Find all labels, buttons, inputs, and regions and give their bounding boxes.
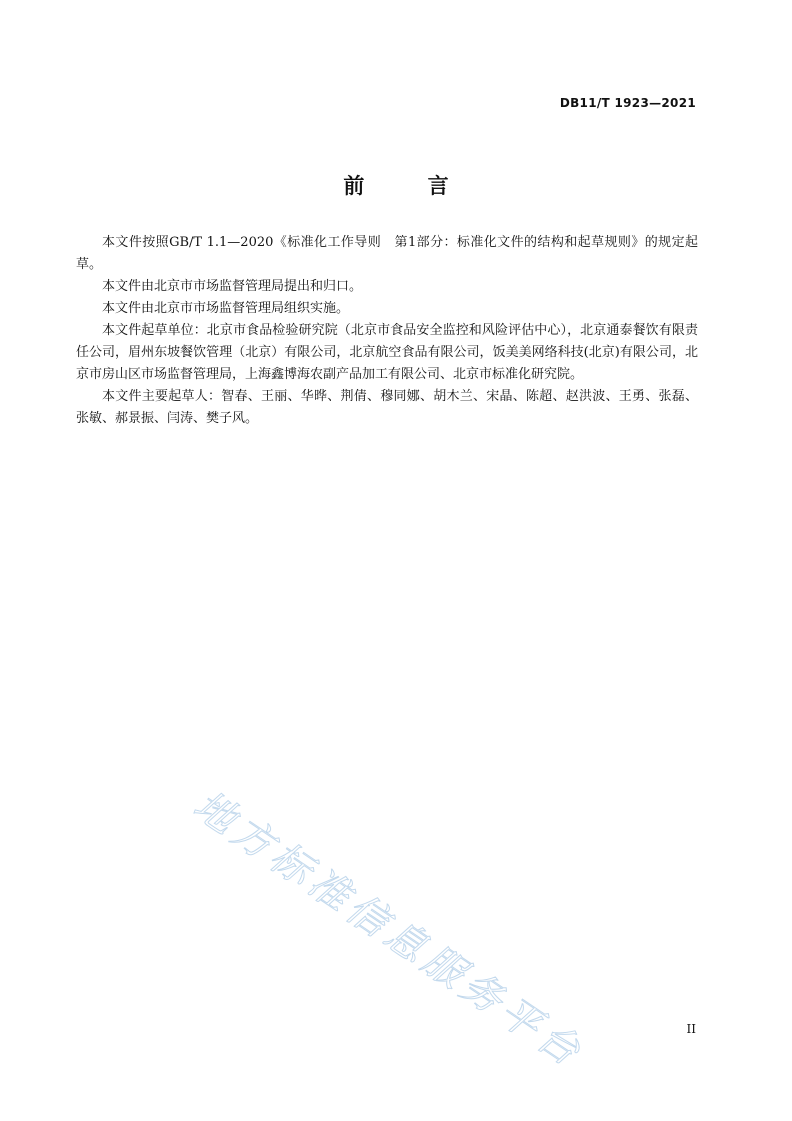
document-code: DB11/T 1923—2021 xyxy=(559,96,696,110)
watermark: 地方标准信息服务平台 xyxy=(185,782,593,1078)
page-number: II xyxy=(686,1022,696,1036)
section-title: 前 言 xyxy=(343,174,477,198)
paragraph-drafters: 本文件主要起草人：智春、王丽、华晔、荆倩、穆同娜、胡木兰、宋晶、陈超、赵洪波、王勇、张磊、张敏、郝景振、闫涛、樊子风。 xyxy=(76,389,698,426)
paragraph-drafting-rules: 本文件按照GB/T 1.1—2020《标准化工作导则 第1部分：标准化文件的结构和起草规则》的规定起草。 xyxy=(76,235,698,272)
foreword-body xyxy=(76,232,698,430)
paragraph-drafting-units: 本文件起草单位：北京市食品检验研究院（北京市食品安全监控和风险评估中心），北京通泰餐饮有限责任公司，眉州东坡餐饮管理（北京）有限公司，北京航空食品有限公司，饭美美网络科技(北京)有限公司，北京市房山区市场监督管理局，上海鑫博海农副产品加工有限公司、北京市标准化研究院。 xyxy=(76,323,698,382)
paragraph-proposer: 本文件由北京市市场监督管理局提出和归口。 xyxy=(102,279,363,294)
paragraph-implementer: 本文件由北京市市场监督管理局组织实施。 xyxy=(102,301,350,316)
